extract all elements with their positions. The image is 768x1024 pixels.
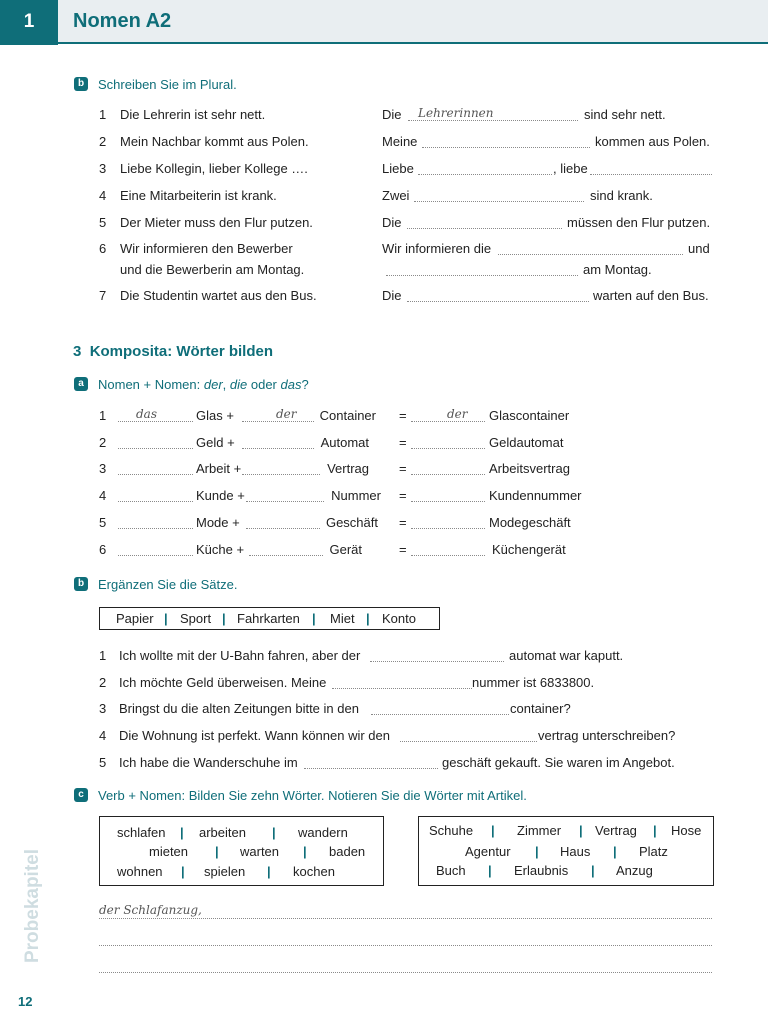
target-prefix: Zwei [382,188,410,203]
row-number: 7 [99,288,107,303]
word-separator: | [535,844,539,859]
target-prefix: Liebe [382,161,414,176]
word-separator: | [222,611,226,626]
target-suffix: müssen den Flur putzen. [567,215,711,230]
verb-item: schlafen [117,825,166,840]
sentence-after: container? [510,701,571,716]
article-line[interactable] [118,474,193,475]
chapter-title: Nomen A2 [73,10,172,32]
article-line[interactable] [118,501,193,502]
equals-sign: = [399,515,407,530]
compound-word-1: Küche + [196,542,245,557]
exercise-3c-instruction: Verb + Nomen: Bilden Sie zehn Wörter. Notieren Sie die Wörter mit Artikel. [98,788,527,803]
noun-item: Vertrag [595,823,637,838]
source-sentence: Die Lehrerin ist sehr nett. [120,107,266,122]
answer-line[interactable] [332,688,472,689]
word-separator: | [613,844,617,859]
target-prefix: Wir informieren die [382,241,492,256]
answer-line[interactable] [418,174,552,175]
compound-result: Geldautomat [489,435,564,450]
sidebar-label-container [8,840,48,975]
verb-item: wandern [298,825,348,840]
noun-item: Schuhe [429,823,474,838]
word-bank-item: Konto [382,611,416,626]
source-sentence-line2: und die Bewerberin am Montag. [120,262,305,277]
verb-item: baden [329,844,366,859]
answer-line[interactable] [414,201,584,202]
word-separator: | [366,611,370,626]
verb-item: spielen [204,864,246,879]
compound-word-2: Nummer [331,488,381,503]
article-line[interactable] [118,528,193,529]
equals-sign: = [399,408,407,423]
page-number: 12 [18,994,33,1009]
sentence-after: geschäft gekauft. Sie waren im Angebot. [442,755,675,770]
verb-box [99,816,384,886]
target-prefix: Die [382,107,402,122]
target-prefix: Die [382,215,402,230]
equals-sign: = [399,488,407,503]
row-number: 1 [99,107,107,122]
word-bank-box [99,607,440,630]
compound-word-2: Container [319,408,376,423]
source-sentence: Wir informieren den Bewerber [120,241,293,256]
handwritten-article: der [276,407,297,421]
compound-word-2: Vertrag [327,461,369,476]
verb-item: kochen [293,864,335,879]
row-number: 4 [99,488,107,503]
compound-word-2: Gerät [329,542,362,557]
word-separator: | [164,611,168,626]
answer-line[interactable] [386,275,578,276]
verb-item: warten [240,844,280,859]
exercise-badge-2b: b [74,77,88,91]
source-sentence: Mein Nachbar kommt aus Polen. [120,134,309,149]
noun-item: Agentur [465,844,511,859]
noun-item: Zimmer [517,823,562,838]
target-suffix: und [688,241,710,256]
compound-result: Modegeschäft [489,515,571,530]
row-number: 4 [99,188,107,203]
sentence-before: Die Wohnung ist perfekt. Wann können wir den [119,728,390,743]
exercise-badge-3b: b [74,577,88,591]
exercise-badge-3c: c [74,788,88,802]
source-sentence: Liebe Kollegin, lieber Kollege …. [120,161,308,176]
article-line[interactable] [411,474,485,475]
compound-result: Kundennummer [489,488,582,503]
noun-item: Haus [560,844,591,859]
answer-line[interactable] [371,714,509,715]
verb-item: wohnen [117,864,163,879]
word-separator: | [303,844,307,859]
answer-line[interactable] [370,661,504,662]
compound-result: Glascontainer [489,408,570,423]
target-prefix: Meine [382,134,418,149]
compound-result: Arbeitsvertrag [489,461,570,476]
target-suffix: , liebe [553,161,588,176]
row-number: 6 [99,241,107,256]
verb-item: mieten [149,844,189,859]
sentence-after: nummer ist 6833800. [472,675,595,690]
noun-box [418,816,714,886]
word-bank-item: Sport [180,611,212,626]
article-line[interactable] [118,421,193,422]
noun-item: Hose [671,823,702,838]
sentence-after: automat war kaputt. [509,648,624,663]
word-separator: | [488,863,492,878]
handwritten-article: das [136,407,157,421]
exercise-2b-instruction: Schreiben Sie im Plural. [98,77,237,92]
sentence-before: Ich wollte mit der U-Bahn fahren, aber der [119,648,361,663]
compound-word-2: Geschäft [325,515,378,530]
sidebar-label: Probekapitel [22,848,43,964]
target-suffix: warten auf den Bus. [593,288,709,303]
article-line[interactable] [118,555,193,556]
article-line[interactable] [411,528,485,529]
row-number: 1 [99,648,107,663]
word-bank-item: Fahrkarten [237,611,300,626]
sentence-before: Bringst du die alten Zeitungen bitte in den [119,701,359,716]
word-separator: | [267,864,271,879]
writing-line[interactable] [99,918,712,919]
word-separator: | [272,825,276,840]
source-sentence: Die Studentin wartet aus den Bus. [120,288,317,303]
word-separator: | [653,823,657,838]
article-line[interactable] [411,421,485,422]
answer-line[interactable] [400,741,537,742]
source-sentence: Der Mieter muss den Flur putzen. [120,215,313,230]
row-number: 5 [99,515,107,530]
row-number: 2 [99,435,107,450]
compound-word-1: Arbeit + [196,461,242,476]
word-bank-item: Papier [116,611,154,626]
handwritten-example: der Schlafanzug, [99,903,202,917]
sentence-before: Ich habe die Wanderschuhe im [119,755,298,770]
compound-word-1: Geld + [196,435,235,450]
compound-word-2: Automat [320,435,369,450]
exercise-3b-instruction: Ergänzen Sie die Sätze. [98,577,238,592]
answer-line[interactable] [304,768,438,769]
answer-line[interactable] [407,301,589,302]
answer-line[interactable] [590,174,712,175]
source-sentence: Eine Mitarbeiterin ist krank. [120,188,277,203]
row-number: 6 [99,542,107,557]
sentence-after: vertrag unterschreiben? [538,728,676,743]
writing-line[interactable] [99,945,712,946]
answer-line[interactable] [498,254,683,255]
answer-line[interactable] [422,147,590,148]
sentence-before: Ich möchte Geld überweisen. Meine [119,675,327,690]
word-separator: | [181,864,185,879]
equals-sign: = [399,461,407,476]
section-title-text: Komposita: Wörter bilden [89,343,274,360]
compound-word-1: Kunde + [196,488,245,503]
article-line[interactable] [411,448,485,449]
section-number: 3 [73,343,82,360]
noun-item: Buch [436,863,466,878]
row-number: 3 [99,161,107,176]
row-number: 5 [99,755,107,770]
writing-line[interactable] [99,972,712,973]
word-separator: | [180,825,184,840]
article-line[interactable] [411,501,485,502]
row-number: 4 [99,728,107,743]
row-number: 3 [99,701,107,716]
target-prefix: Die [382,288,402,303]
compound-word-1: Mode + [196,515,240,530]
noun-item: Erlaubnis [514,863,569,878]
word-separator: | [579,823,583,838]
answer-line[interactable] [408,120,578,121]
answer-line[interactable] [407,228,562,229]
verb-item: arbeiten [199,825,246,840]
target-suffix: sind sehr nett. [584,107,666,122]
exercise-3a-instruction: Nomen + Nomen: der, die oder das? [98,377,309,392]
handwritten-answer: Lehrerinnen [418,106,494,120]
target-suffix-line2: am Montag. [583,262,652,277]
target-suffix: sind krank. [590,188,653,203]
row-number: 5 [99,215,107,230]
word-separator: | [491,823,495,838]
word-separator: | [312,611,316,626]
article-line[interactable] [411,555,485,556]
word-separator: | [215,844,219,859]
section-title [73,343,273,360]
row-number: 1 [99,408,107,423]
article-line[interactable] [118,448,193,449]
chapter-number: 1 [0,0,58,45]
target-suffix: kommen aus Polen. [595,134,710,149]
noun-item: Platz [639,844,668,859]
compound-word-1: Glas + [196,408,234,423]
noun-item: Anzug [616,863,653,878]
row-number: 2 [99,675,107,690]
exercise-badge-3a: a [74,377,88,391]
equals-sign: = [399,542,407,557]
word-separator: | [591,863,595,878]
handwritten-article: der [447,407,468,421]
row-number: 2 [99,134,107,149]
equals-sign: = [399,435,407,450]
row-number: 3 [99,461,107,476]
word-bank-item: Miet [330,611,355,626]
compound-result: Küchengerät [492,542,566,557]
